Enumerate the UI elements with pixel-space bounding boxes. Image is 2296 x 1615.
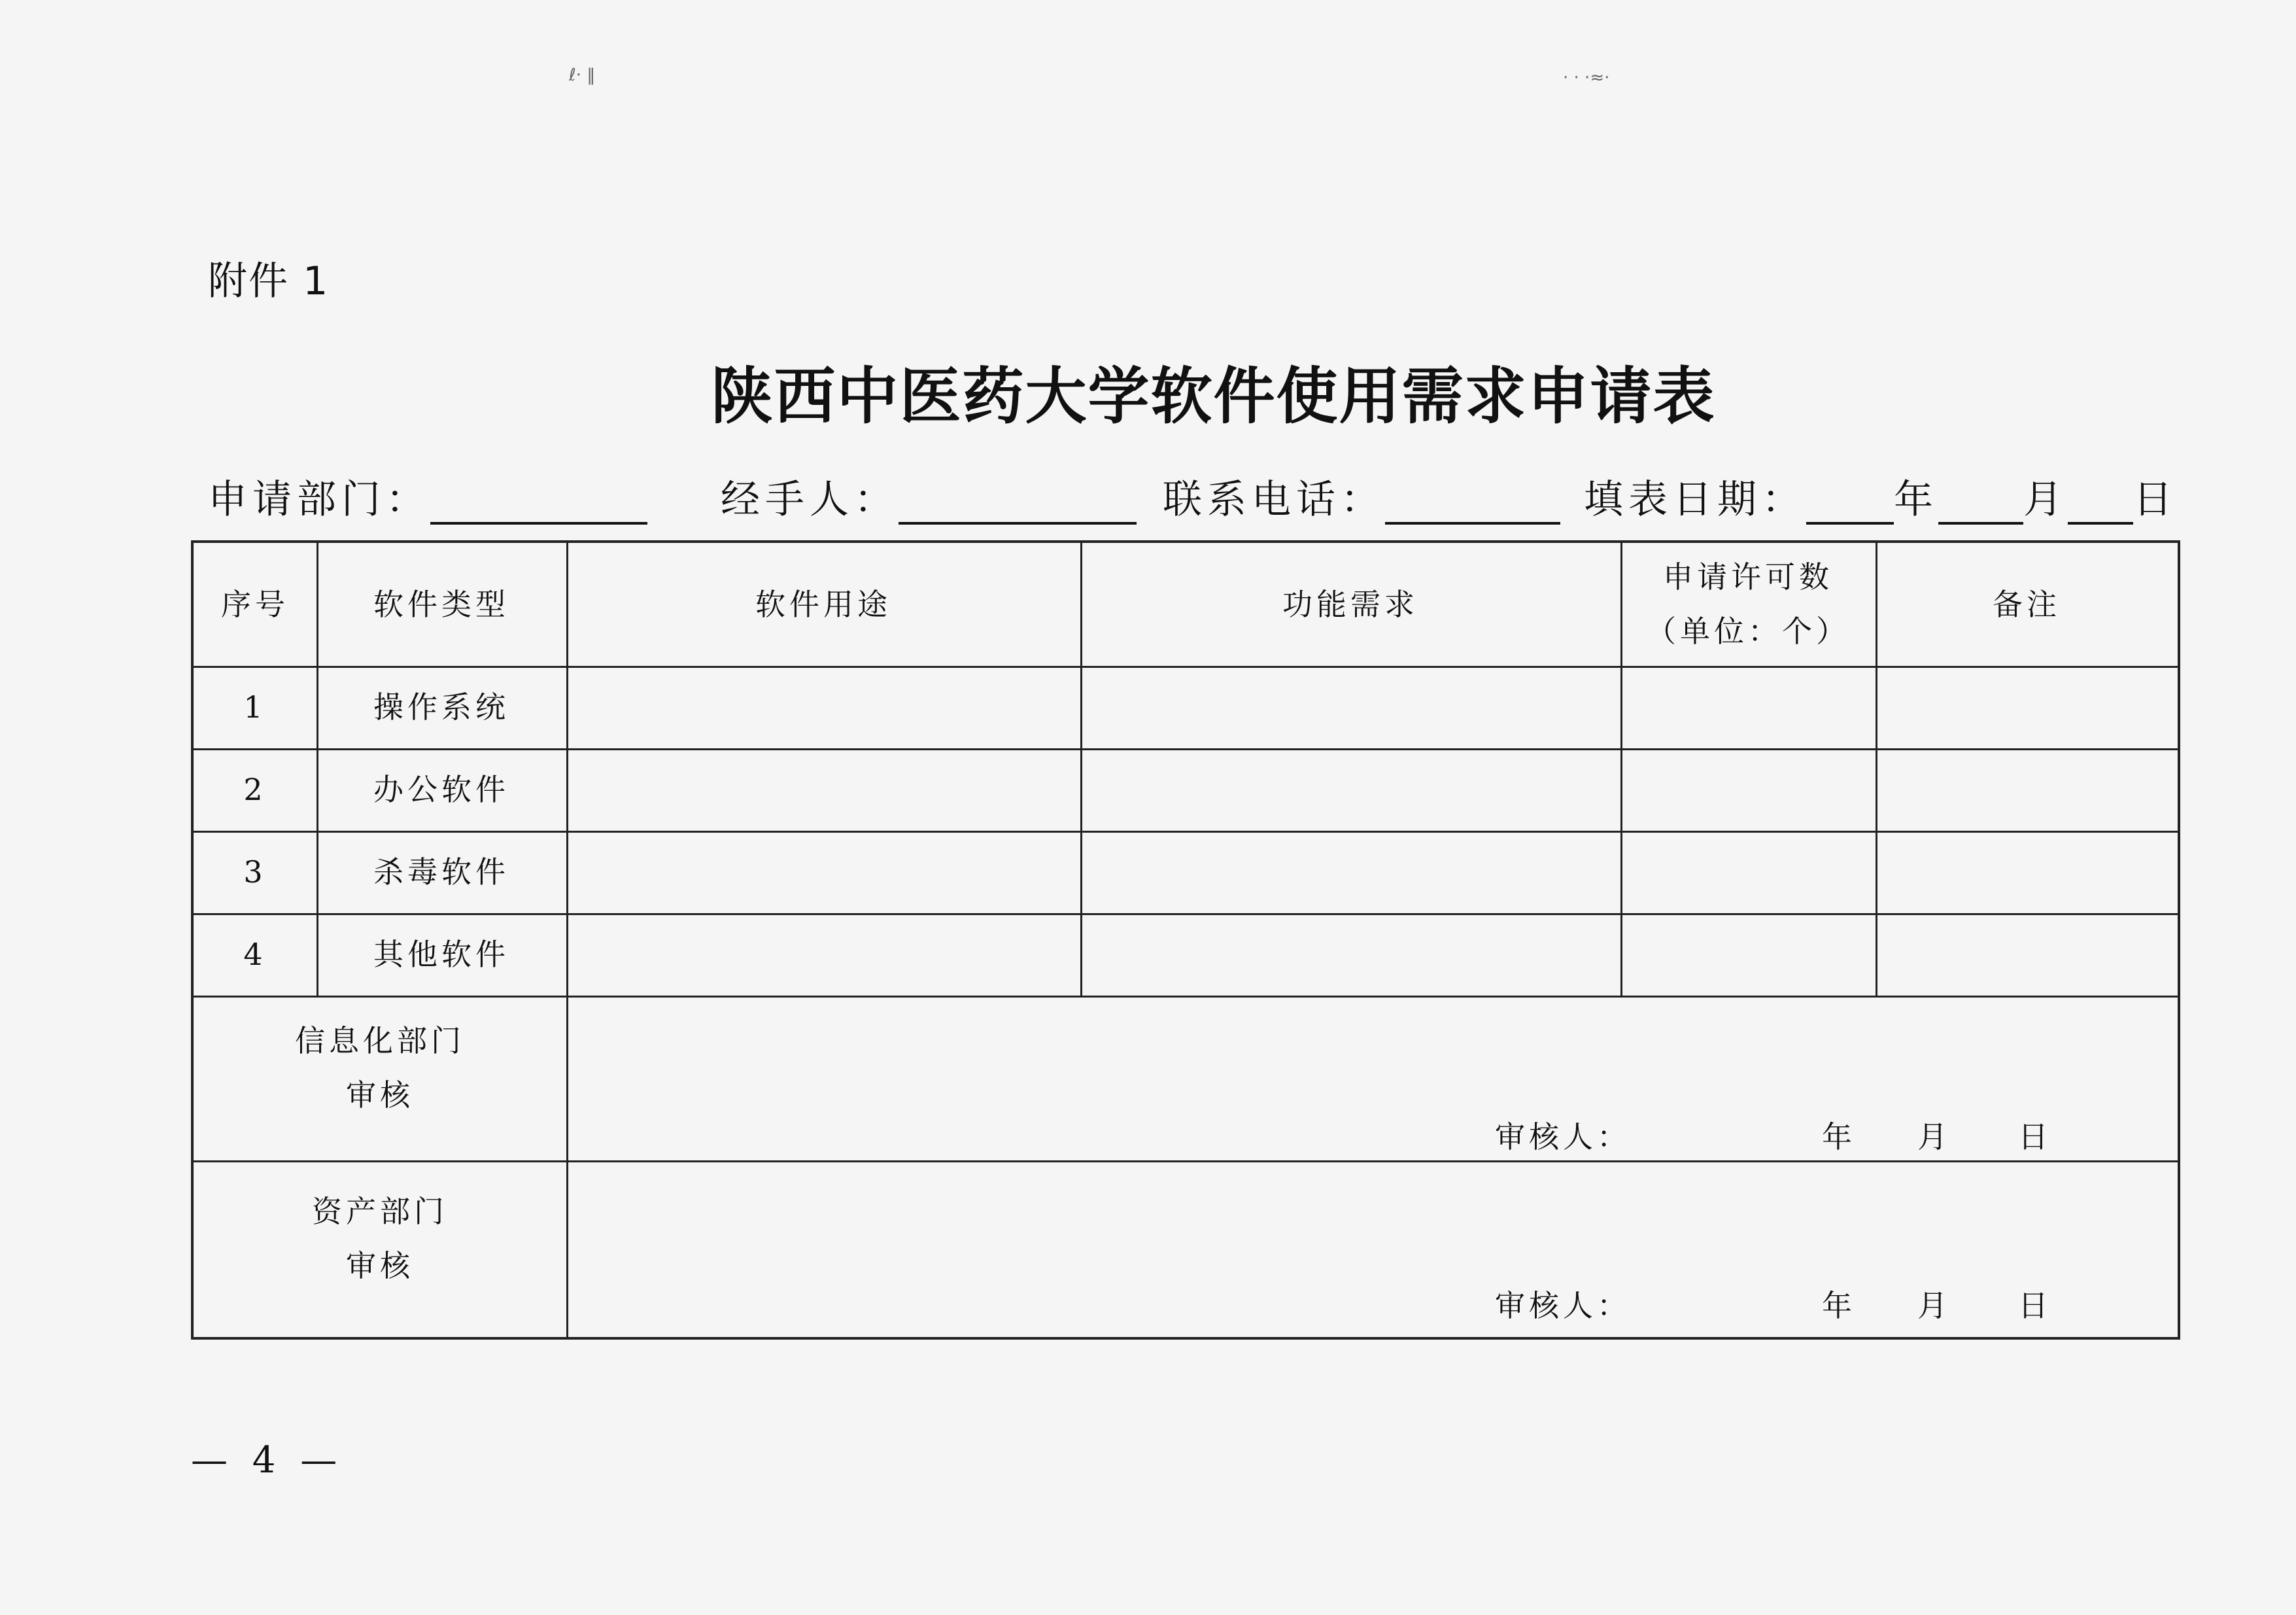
page-number: — 4 —: [191, 1439, 344, 1482]
day-label: 日: [2133, 477, 2178, 523]
purpose-cell[interactable]: [568, 915, 1080, 996]
remark-cell[interactable]: [1877, 750, 2178, 831]
function-cell[interactable]: [1082, 833, 1620, 913]
it-dept-review-label: [194, 996, 566, 1160]
function-cell[interactable]: [1082, 668, 1620, 748]
header-software-purpose: 软件用途: [755, 586, 891, 622]
header-function-requirement: 功能需求: [1282, 586, 1418, 622]
year-field[interactable]: [1806, 480, 1894, 525]
phone-field[interactable]: [1385, 480, 1560, 525]
day-field[interactable]: [2068, 480, 2133, 525]
year-label: 年: [1894, 477, 1938, 523]
scan-speck: ℓ· ‖: [569, 65, 596, 85]
remark-cell[interactable]: [1877, 668, 2178, 748]
row-seq: 1: [243, 689, 267, 725]
review-day: 日: [2018, 1119, 2052, 1155]
license-cell[interactable]: [1622, 750, 1876, 831]
page-title: 陕西中医药大学软件使用需求申请表: [711, 361, 1716, 432]
month-label: 月: [2023, 477, 2068, 523]
review-label-line2: 审核: [346, 1077, 414, 1113]
header-license-line1: 申请许可数: [1663, 559, 1833, 595]
dept-label: 申请部门：: [208, 477, 430, 523]
review-label-line1: 资产部门: [312, 1194, 448, 1230]
function-cell[interactable]: [1082, 750, 1620, 831]
review-label-line1: 信息化部门: [295, 1023, 465, 1059]
phone-label: 联系电话：: [1163, 477, 1385, 523]
header-software-type: 软件类型: [373, 586, 509, 622]
remark-cell[interactable]: [1877, 915, 2178, 996]
row-type: 操作系统: [373, 689, 509, 725]
function-cell[interactable]: [1082, 915, 1620, 996]
header-seq: 序号: [221, 586, 289, 622]
handler-label: 经手人：: [721, 477, 899, 523]
license-cell[interactable]: [1622, 668, 1876, 748]
review-label-line2: 审核: [346, 1248, 414, 1283]
review-month: 月: [1917, 1119, 1951, 1155]
review-day: 日: [2018, 1288, 2052, 1323]
purpose-cell[interactable]: [568, 833, 1080, 913]
review-month: 月: [1917, 1288, 1951, 1323]
scan-speck: · · ·≈·: [1563, 68, 1610, 88]
date-label: 填表日期：: [1584, 477, 1806, 523]
review-year: 年: [1822, 1119, 1856, 1155]
review-year: 年: [1822, 1288, 1856, 1323]
row-seq: 4: [243, 936, 267, 972]
license-cell[interactable]: [1622, 833, 1876, 913]
remark-cell[interactable]: [1877, 833, 2178, 913]
dept-field[interactable]: [430, 480, 647, 525]
month-field[interactable]: [1938, 480, 2023, 525]
header-remark: 备注: [1993, 586, 2061, 622]
purpose-cell[interactable]: [568, 668, 1080, 748]
request-form-table: [191, 540, 2180, 1340]
attachment-label: 附件 1: [208, 258, 330, 304]
asset-dept-review-label: [194, 1160, 566, 1337]
row-seq: 2: [243, 771, 267, 807]
row-type: 杀毒软件: [373, 854, 509, 890]
purpose-cell[interactable]: [568, 750, 1080, 831]
row-type: 办公软件: [373, 771, 509, 807]
row-seq: 3: [243, 854, 267, 890]
header-license-count: [1620, 543, 1876, 666]
form-info-row: [208, 466, 2178, 525]
handler-field[interactable]: [899, 480, 1137, 525]
row-type: 其他软件: [373, 936, 509, 972]
license-cell[interactable]: [1622, 915, 1876, 996]
reviewer-label: 审核人：: [1495, 1288, 1631, 1323]
header-license-line2: （单位：个）: [1646, 614, 1850, 649]
reviewer-label: 审核人：: [1495, 1119, 1631, 1155]
